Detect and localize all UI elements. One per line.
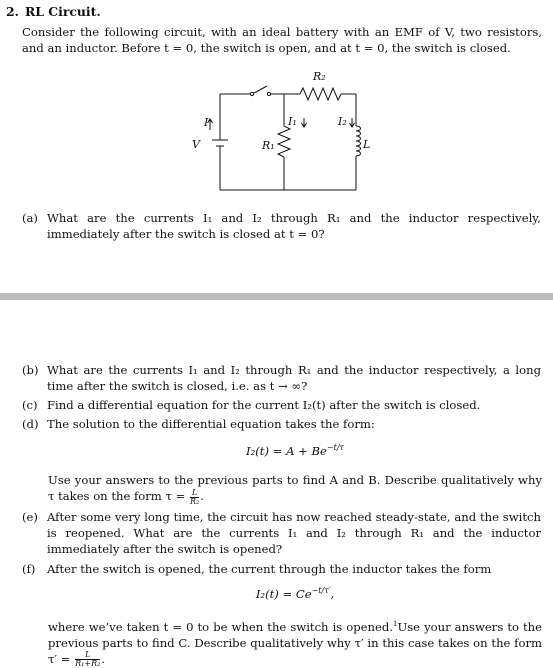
label-l: L	[363, 138, 371, 151]
question-heading	[6, 4, 101, 19]
closing-rest: Use your answers to the previous parts to find C. Describe qualitatively why τ′ in this case takes on the form τ′ =	[48, 619, 542, 666]
equation-f	[48, 586, 542, 601]
page-break-bar	[0, 293, 553, 300]
intro-paragraph: Consider the following circuit, with an ideal battery with an EMF of V, two resistors, and an inductor. Before t = 0, the switch is open, and at t = 0, the switch is closed.	[22, 25, 542, 55]
resistor-r1	[278, 126, 290, 157]
part-d-label: (d)	[22, 417, 39, 431]
part-f-label: (f)	[22, 562, 36, 576]
label-i: I	[204, 116, 209, 129]
part-c-text: Find a differential equation for the current I₂(t) after the switch is closed.	[47, 398, 481, 412]
label-r1: R₁	[262, 139, 275, 152]
inductor-coil	[356, 126, 361, 156]
resistor-r2	[300, 88, 341, 100]
part-e-text: After some very long time, the circuit has now reached steady-state, and the switch is reopened. What are the currents I₁ and I₂ through R₁ and the inductor immediately after the switch is opened?	[47, 510, 541, 556]
question-title: RL Circuit.	[24, 4, 101, 19]
part-b-label: (b)	[22, 363, 39, 377]
part-d-followup-text: Use your answers to the previous parts to find A and B. Describe qualitatively why τ takes on the form τ =	[48, 473, 542, 503]
equation-d-body: I₂(t) = A + Be	[246, 443, 327, 458]
tau-prime-den: R₁+R₂	[75, 659, 101, 668]
tau-prime-fraction	[75, 651, 100, 668]
label-i2: I₂	[338, 115, 347, 128]
closing-prefix: where we’ve taken t = 0 to be when the switch is opened.	[48, 619, 393, 634]
tau-fraction-num: L	[191, 487, 198, 497]
part-e	[22, 509, 542, 559]
part-a	[22, 210, 542, 244]
part-d	[22, 416, 542, 434]
label-v: V	[192, 138, 200, 151]
tau-prime-num: L	[75, 651, 100, 660]
part-a-text: What are the currents I₁ and I₂ through R₁ and the inductor respectively, immediately after the switch is closed at t = 0?	[47, 211, 541, 241]
equation-d	[48, 443, 542, 458]
equation-f-exponent: −t/τ′	[311, 586, 331, 595]
switch-blade	[254, 86, 267, 93]
part-c-label: (c)	[22, 398, 38, 412]
part-a-label: (a)	[22, 211, 38, 225]
part-f	[22, 561, 542, 579]
tau-fraction-den: R₂	[190, 496, 200, 506]
part-d-followup: Use your answers to the previous parts to find A and B. Describe qualitatively why τ takes on the form τ = $\frac{L}{\text{R₂}}$ .	[48, 473, 542, 506]
closing-paragraph: where we’ve taken t = 0 to be when the switch is opened.$^1$Use your answers to the previous parts to find C. Describe qualitatively why τ′ in this case takes on the form τ′ = $\frac{L}{\text{R₁+R₂}}$ .	[48, 619, 542, 668]
part-d-text: The solution to the differential equation takes the form:	[47, 417, 375, 431]
circuit-diagram	[180, 64, 380, 204]
equation-f-body: I₂(t) = Ce	[255, 586, 312, 601]
equation-d-exponent: −t/τ	[326, 443, 344, 452]
footnote-marker: 1	[392, 620, 398, 628]
tau-fraction	[190, 489, 199, 506]
part-e-label: (e)	[22, 510, 38, 524]
label-i1: I₁	[288, 115, 297, 128]
part-b	[22, 362, 542, 396]
part-c	[22, 397, 542, 415]
part-f-text: After the switch is opened, the current through the inductor takes the form	[47, 562, 492, 576]
question-number: 2.	[6, 4, 19, 19]
part-b-text: What are the currents I₁ and I₂ through R₁ and the inductor respectively, a long time after the switch is closed, i.e. as t → ∞?	[47, 363, 541, 393]
label-r2: R₂	[313, 70, 326, 83]
equation-f-tail: ,	[330, 586, 335, 601]
